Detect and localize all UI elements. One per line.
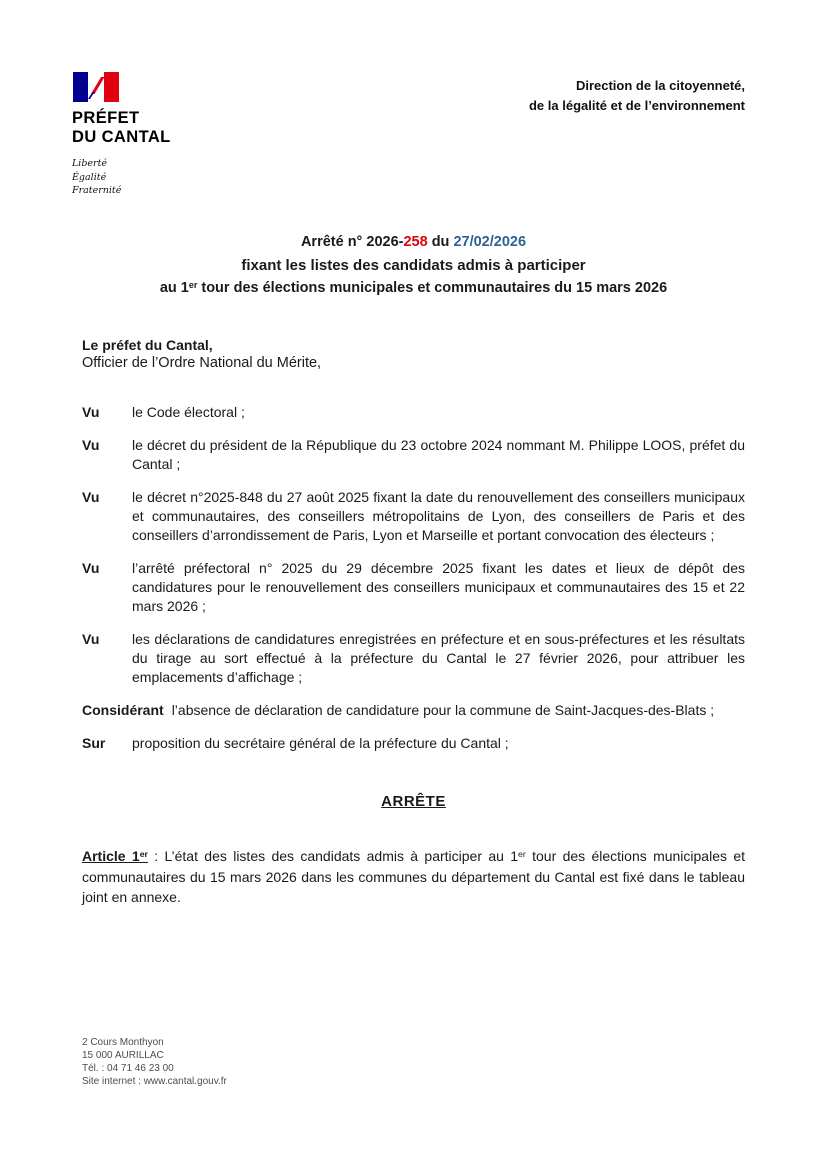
clause-label: Vu [82,403,100,420]
article-1-colon: : [147,847,165,864]
article-1-label: Article 1er [82,847,148,864]
clause-text: proposition du secrétaire général de la préfecture du Cantal ; [132,734,509,751]
direction-line2: de la légalité et de l’environnement [528,98,745,114]
article-1 [82,847,745,908]
title-line-3: au 1er tour des élections municipales et communautaires du 15 mars 2026 [159,279,668,296]
arrete-du: du [427,234,454,251]
clause-text: le Code électoral ; [132,403,245,420]
clause-vu-2 [82,436,745,474]
clause-text: le décret du président de la République du 23 octobre 2024 nommant M. Philippe LOOS, préfet du Cantal ; [132,436,745,472]
arrete-heading: ARRÊTE [381,792,446,810]
direction-block [529,76,745,116]
header [0,0,827,198]
arrete-heading-row [82,793,745,811]
french-flag-icon [73,72,119,102]
arrete-number: 258 [403,234,428,251]
footer-address-line1: 2 Cours Monthyon [82,1037,164,1048]
clause-text: l’absence de déclaration de candidature pour la commune de Saint-Jacques-des-Blats ; [171,701,715,718]
clause-text: les déclarations de candidatures enregistrées en préfecture et en sous-préfectures et les résultats du tirage au sort effectué à la préfecture du Cantal le 27 février 2026, pour attribuer les emplacements d’affichage ; [132,630,745,685]
clause-label: Vu [82,436,100,453]
clause-vu-4 [82,559,745,616]
motto-fraternite: Fraternité [72,185,122,197]
ordinal-superscript: er [139,848,148,859]
motto-liberte: Liberté [72,157,108,169]
clause-vu-5 [82,630,745,687]
article-1-text: tour des élections municipales et communautaires du 15 mars 2026 dans les communes du département du Cantal est fixé dans le tableau joint en annexe. [82,847,746,905]
footer-address-line2: 15 000 AURILLAC [82,1050,164,1061]
clause-vu-3 [82,488,745,545]
clause-vu-1 [82,403,745,422]
logo-name-line1: PRÉFET [72,109,140,127]
logo-motto [72,157,222,198]
prefect-line: Le préfet du Cantal, [82,336,213,353]
clause-label: Sur [82,734,106,751]
footer-phone: Tél. : 04 71 46 23 00 [82,1063,174,1074]
article-1-text: L’état des listes des candidats admis à participer au 1 [164,847,519,864]
ordinal-superscript: er [188,279,198,290]
clauses-list [82,403,745,753]
arrete-number-prefix: Arrêté n° 2026- [300,234,404,251]
officer-line: Officier de l’Ordre National du Mérite, [82,355,322,372]
preamble [82,336,745,373]
document-body [0,336,827,908]
clause-label: Vu [82,488,100,505]
clause-label: Vu [82,559,100,576]
clause-text: le décret n°2025-848 du 27 août 2025 fixant la date du renouvellement des conseillers municipaux et communautaires, des conseillers métropolitains de Lyon, des conseillers de Paris et des conseillers d’arrondissement de Paris, Lyon et Marseille et portant convocation des électeurs ; [132,488,745,543]
clause-considerant [82,701,745,720]
arrete-date: 27/02/2026 [453,234,527,251]
logo-name-line2: DU CANTAL [72,128,171,147]
direction-line1: Direction de la citoyenneté, [575,78,745,93]
logo-name [72,109,222,148]
clause-label: Considérant [82,701,164,718]
motto-egalite: Égalité [72,171,107,183]
title-block [0,232,827,298]
clause-text: l’arrêté préfectoral n° 2025 du 29 décembre 2025 fixant les dates et lieux de dépôt des candidatures pour le renouvellement des conseillers municipaux et communautaires des 15 et 22 mars 2026 ; [132,559,745,614]
footer-website: Site internet : www.cantal.gouv.fr [82,1076,227,1087]
footer [82,1036,227,1088]
title-line-2: fixant les listes des candidats admis à participer [241,256,586,274]
ordinal-superscript: er [518,848,526,859]
title-line-1 [0,232,827,252]
prefet-logo [72,72,222,198]
clause-label: Vu [82,630,100,647]
clause-sur [82,734,745,753]
